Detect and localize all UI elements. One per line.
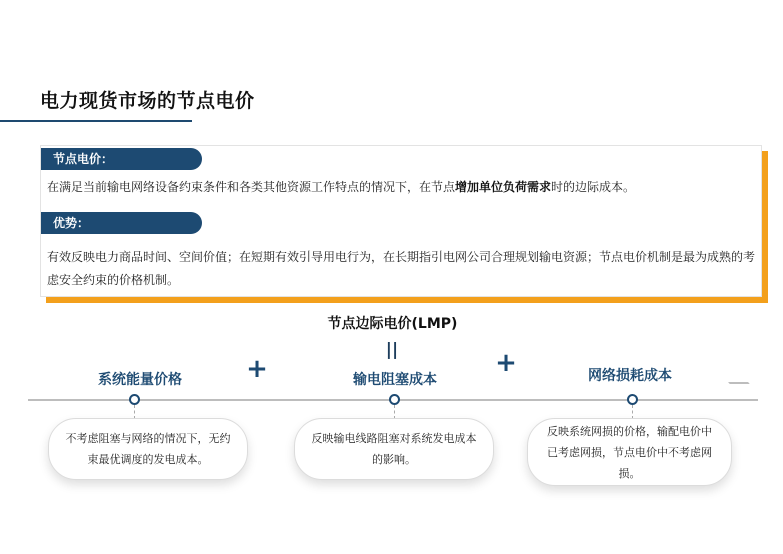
desc-text-loss: 反映系统网损的价格，输配电价中已考虑网损，节点电价中不考虑网损。 [547, 424, 712, 480]
timeline-node-3 [627, 394, 638, 405]
plus-sign-1: + [246, 354, 268, 384]
connector-1 [134, 405, 135, 419]
advantages-label: 优势： [41, 212, 202, 234]
component-label-congestion: 输电阻塞成本 [353, 372, 437, 388]
plus-sign-2: + [495, 348, 517, 378]
lmp-title: 节点边际电价(LMP) [327, 316, 458, 332]
desc-text-energy: 不考虑阻塞与网络的情况下，无约束最优调度的发电成本。 [65, 432, 231, 466]
equals-sign: || [385, 340, 399, 360]
component-label-loss: 网络损耗成本 [588, 368, 672, 384]
desc-card-congestion [294, 418, 494, 480]
connector-3 [632, 405, 633, 419]
definition-text: 在满足当前输电网络设备约束条件和各类其他资源工作特点的情况下，在节点增加单位负荷需求时的边际成本。 [47, 180, 636, 194]
definition-label: 节点电价： [41, 148, 202, 170]
component-label-energy: 系统能量价格 [98, 372, 182, 388]
desc-card-loss [527, 418, 732, 486]
timeline-node-2 [389, 394, 400, 405]
title-underline [0, 120, 192, 122]
definition-highlight: 增加单位负荷需求 [455, 180, 552, 194]
page-title: 电力现货市场的节点电价 [40, 90, 255, 112]
connector-2 [394, 405, 395, 419]
timeline-node-1 [129, 394, 140, 405]
info-card [40, 145, 762, 297]
desc-card-energy [48, 418, 248, 480]
desc-text-congestion: 反映输电线路阻塞对系统发电成本的影响。 [311, 432, 477, 466]
advantages-text: 有效反映电力商品时间、空间价值；在短期有效引导用电行为，在长期指引电网公司合理规划输电资源；节点电价机制是最为成熟的考虑安全约束的价格机制。 [47, 250, 756, 287]
